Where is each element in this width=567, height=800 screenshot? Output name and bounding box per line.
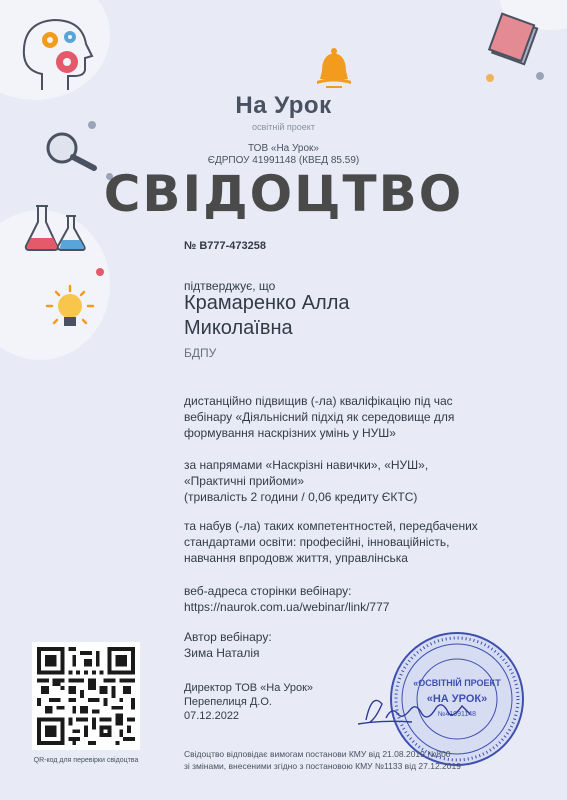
organization-code: ЄДРПОУ 41991148 (КВЕД 85.59) <box>207 155 360 166</box>
webinar-url-paragraph <box>184 583 534 615</box>
director-name: Перепелиця Д.О. <box>184 696 272 708</box>
body-line: та набув (-ла) таких компетентностей, передбачених <box>184 519 478 533</box>
webinar-paragraph <box>184 393 534 441</box>
body-line: вебінару «Діяльнісний підхід як середовище для <box>184 410 455 424</box>
footer-line: Свідоцтво відповідає вимогам постанови КМУ від 21.08.2019 №800 <box>184 749 451 759</box>
organization-name: ТОВ «На Урок» <box>248 143 319 154</box>
decor-dot <box>96 268 104 276</box>
decor-dot <box>536 72 544 80</box>
webinar-link[interactable]: https://naurok.com.ua/webinar/link/777 <box>184 600 390 614</box>
body-line: дистанційно підвищив (-ла) кваліфікацію під час <box>184 394 453 408</box>
svg-text:«НА УРОК»: «НА УРОК» <box>426 693 488 705</box>
decor-dot <box>486 74 494 82</box>
author-name: Зима Наталія <box>184 646 260 660</box>
qr-code-icon <box>37 647 135 745</box>
body-line: Автор вебінару: <box>184 630 272 644</box>
svg-text:«ОСВІТНІЙ ПРОЕКТ: «ОСВІТНІЙ ПРОЕКТ <box>413 678 501 688</box>
organization-info <box>0 143 567 167</box>
lightbulb-icon <box>44 284 96 336</box>
brand-name: На Урок <box>235 92 332 119</box>
bell-logo-icon <box>313 47 355 91</box>
qr-caption: QR-код для перевірки свідоцтва <box>33 757 139 764</box>
body-line: навчання впродовж життя, управлінська <box>184 551 408 565</box>
recipient-institution: БДПУ <box>184 346 217 360</box>
body-line: формування наскрізних умінь у НУШ» <box>184 426 396 440</box>
directions-paragraph <box>184 457 534 505</box>
body-line: (тривалість 2 години / 0,06 кредиту ЄКТС) <box>184 490 418 504</box>
head-gears-icon <box>12 14 102 94</box>
book-icon <box>486 12 546 68</box>
recipient-name-line2: Миколаївна <box>184 317 293 339</box>
confirms-text: підтверджує, що <box>184 279 276 293</box>
certificate-title: СВІДОЦТВО <box>103 165 464 223</box>
recipient-name-line1: Крамаренко Алла <box>184 292 350 314</box>
footer-line: зі змінами, внесеними згідно з постановою КМУ №1133 від 27.12.2019 <box>184 761 461 771</box>
certificate-number: № В777-473258 <box>184 240 266 252</box>
body-line: за напрямами «Наскрізні навички», «НУШ», <box>184 458 429 472</box>
body-line: стандартами освіти: професійні, інноваційність, <box>184 535 450 549</box>
verification-qr-code[interactable] <box>32 642 140 750</box>
svg-text:№41991148: №41991148 <box>437 711 477 718</box>
legal-footer <box>184 748 544 772</box>
issue-date: 07.12.2022 <box>184 710 240 722</box>
signature-image <box>352 684 492 734</box>
competences-paragraph <box>184 518 534 566</box>
body-line: Директор ТОВ «На Урок» <box>184 682 314 694</box>
brand-subtitle: освітній проект <box>252 122 315 132</box>
body-line: веб-адреса сторінки вебінару: <box>184 584 352 598</box>
recipient-name <box>184 291 350 341</box>
body-line: «Практичні прийоми» <box>184 474 304 488</box>
